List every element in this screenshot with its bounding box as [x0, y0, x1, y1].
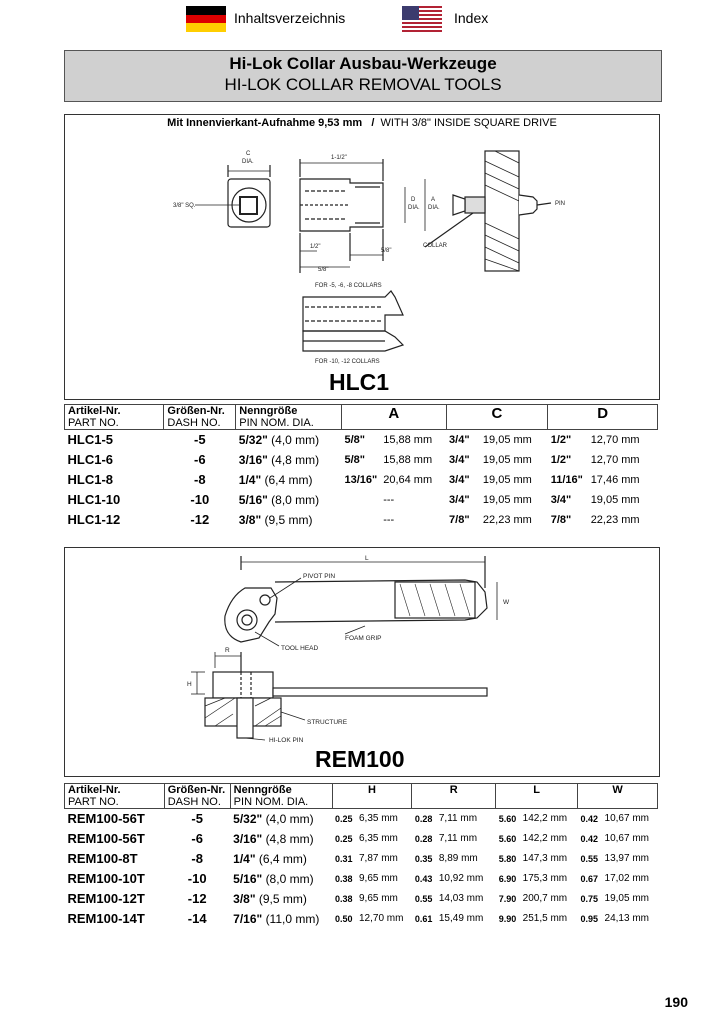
hlc1-row [65, 450, 658, 470]
label-r: R [225, 647, 230, 654]
d-mm: 12,70 mm [590, 453, 640, 466]
w-mm: 10,67 mm [604, 833, 649, 844]
rem100-row [65, 809, 658, 829]
pin-mm: (4,0 mm) [271, 432, 320, 447]
label-5-8a: 5/8" [318, 267, 329, 273]
label-note1: FOR -5, -6, -8 COLLARS [315, 283, 382, 289]
part-number: HLC1-12 [67, 512, 121, 527]
german-flag-icon[interactable] [186, 6, 226, 32]
pin-mm: (9,5 mm) [264, 512, 313, 527]
h-inch: 0.38 [335, 873, 353, 884]
a-mm: 15,88 mm [383, 433, 433, 446]
l-mm: 200,7 mm [522, 893, 568, 904]
pin-diameter [236, 470, 342, 490]
label-l: L [365, 555, 369, 562]
hlc1-row [65, 430, 658, 450]
dash-number: -10 [187, 871, 207, 886]
h-mm: 12,70 mm [358, 913, 404, 924]
h-inch: 0.25 [335, 813, 353, 824]
d-inch: 7/8" [550, 513, 572, 526]
label-pivot-pin: PIVOT PIN [303, 573, 336, 580]
a-inch [341, 510, 380, 530]
hlc1-row [65, 470, 658, 490]
h-inch: 0.31 [335, 853, 353, 864]
c-inch: 7/8" [449, 513, 470, 526]
pin-inch: 5/16" [233, 871, 263, 886]
rem100-table [64, 783, 658, 929]
l-inch: 9.90 [498, 913, 517, 924]
title-de: Hi-Lok Collar Ausbau-Werkzeuge [229, 54, 497, 73]
label-1-1-2: 1-1/2" [331, 155, 347, 161]
pin-diameter [230, 829, 332, 849]
a-inch: 13/16" [344, 473, 378, 486]
r-mm: 15,49 mm [438, 913, 484, 924]
w-inch: 0.42 [580, 833, 599, 844]
part-number: HLC1-8 [67, 472, 114, 487]
l-inch: 5.80 [498, 853, 517, 864]
pin-mm: (11,0 mm) [265, 911, 320, 926]
r-inch: 0.35 [414, 853, 433, 864]
w-mm: 19,05 mm [604, 893, 649, 904]
label-c-dia: DIA. [242, 159, 254, 165]
label-note2: FOR -10, -12 COLLARS [315, 359, 380, 365]
rem100-hd-pin: Nenngröße PIN NOM. DIA. [230, 784, 332, 809]
w-mm: 24,13 mm [604, 913, 649, 924]
hlc1-hd-d: D [548, 405, 658, 430]
h-inch: 0.50 [335, 913, 353, 924]
label-structure: STRUCTURE [307, 719, 348, 726]
dash-number: -14 [187, 911, 207, 926]
dash-number: -8 [191, 851, 203, 866]
a-mm: 20,64 mm [383, 473, 433, 486]
rem100-hd-part: Artikel-Nr. PART NO. [65, 784, 165, 809]
link-inhaltsverzeichnis[interactable]: Inhaltsverzeichnis [234, 10, 346, 26]
pin-inch: 5/32" [233, 811, 263, 826]
w-inch: 0.42 [580, 813, 599, 824]
label-h: H [187, 681, 192, 688]
pin-diameter [230, 809, 332, 829]
dash-number: -12 [187, 891, 207, 906]
dash-number: -10 [190, 492, 210, 507]
d-mm: 19,05 mm [590, 493, 640, 506]
hlc1-name: HLC1 [329, 369, 390, 395]
pin-mm: (6,4 mm) [264, 472, 313, 487]
label-foam-grip: FOAM GRIP [345, 635, 382, 642]
pin-inch: 3/8" [238, 512, 262, 527]
r-mm: 14,03 mm [438, 893, 484, 904]
r-mm: 7,11 mm [438, 813, 478, 825]
d-mm: 22,23 mm [590, 513, 640, 526]
w-mm: 13,97 mm [604, 853, 649, 864]
hlc1-drawing [65, 115, 659, 399]
rem100-header-row [65, 784, 658, 809]
c-mm: 19,05 mm [482, 473, 532, 486]
rem100-row [65, 829, 658, 849]
pin-mm: (9,5 mm) [258, 891, 307, 906]
pin-inch: 1/4" [233, 851, 256, 866]
pin-inch: 3/16" [233, 831, 263, 846]
l-mm: 142,2 mm [522, 813, 568, 825]
pin-inch: 5/16" [238, 492, 268, 507]
label-5-8b: 5/8" [381, 248, 392, 254]
pin-inch: 5/32" [238, 432, 268, 447]
l-mm: 251,5 mm [522, 913, 568, 924]
c-inch: 3/4" [449, 453, 470, 466]
rem100-figure-box [64, 547, 660, 777]
label-c: C [246, 151, 251, 157]
pin-diameter [230, 889, 332, 909]
h-mm: 6,35 mm [358, 813, 398, 825]
pin-inch: 3/8" [233, 891, 256, 906]
l-mm: 175,3 mm [522, 873, 568, 884]
l-inch: 7.90 [498, 893, 517, 904]
h-mm: 9,65 mm [358, 873, 398, 884]
pin-inch: 7/16" [233, 911, 263, 926]
rem100-row [65, 869, 658, 889]
h-inch: 0.25 [335, 833, 353, 844]
a-inch [341, 490, 380, 510]
w-inch: 0.95 [580, 913, 599, 924]
label-1-2: 1/2" [310, 244, 321, 250]
a-mm: 15,88 mm [383, 453, 433, 466]
pin-diameter [230, 909, 332, 929]
pin-mm: (8,0 mm) [265, 871, 314, 886]
c-inch: 3/4" [449, 493, 470, 506]
pin-diameter [230, 849, 332, 869]
pin-mm: (8,0 mm) [271, 492, 320, 507]
rem100-row [65, 889, 658, 909]
rem100-hd-w: W [578, 784, 658, 809]
title-en: HI-LOK COLLAR REMOVAL TOOLS [224, 75, 502, 94]
pin-inch: 1/4" [238, 472, 262, 487]
label-d: D [411, 197, 416, 203]
pin-diameter [236, 510, 342, 530]
rem100-hd-dash: Größen-Nr. DASH NO. [164, 784, 230, 809]
a-inch: 5/8" [344, 433, 365, 446]
h-mm: 9,65 mm [358, 893, 398, 904]
r-mm: 8,89 mm [438, 853, 478, 864]
part-number: REM100-8T [67, 851, 138, 866]
c-inch: 3/4" [449, 433, 470, 446]
pin-mm: (6,4 mm) [258, 851, 307, 866]
hlc1-subtitle: Mit Innenvierkant-Aufnahme 9,53 mm / WITH 3/8" INSIDE SQUARE DRIVE [167, 117, 557, 129]
a-inch: 5/8" [344, 453, 365, 466]
c-inch: 3/4" [449, 473, 470, 486]
h-mm: 7,87 mm [358, 853, 398, 864]
hlc1-row [65, 490, 658, 510]
rem100-row [65, 909, 658, 929]
l-inch: 5.60 [498, 833, 517, 844]
d-mm: 12,70 mm [590, 433, 640, 446]
dash-number: -8 [194, 472, 206, 487]
label-d-dia: DIA. [408, 205, 420, 211]
r-inch: 0.61 [414, 913, 433, 924]
d-inch: 3/4" [550, 493, 572, 506]
rem100-row [65, 849, 658, 869]
hlc1-header-row [65, 405, 658, 430]
l-mm: 142,2 mm [522, 833, 568, 844]
pin-mm: (4,8 mm) [265, 831, 314, 846]
pin-diameter [236, 490, 342, 510]
part-number: REM100-12T [67, 891, 145, 906]
r-inch: 0.55 [414, 893, 433, 904]
label-sq: 3/8" SQ. [173, 203, 196, 209]
part-number: REM100-14T [67, 911, 145, 926]
pin-mm: (4,0 mm) [265, 811, 314, 826]
label-hilok-pin: HI-LOK PIN [269, 737, 304, 744]
hlc1-hd-dash: Größen-Nr. DASH NO. [164, 405, 236, 430]
dash-number: -6 [194, 452, 206, 467]
part-number: HLC1-5 [67, 432, 114, 448]
l-inch: 6.90 [498, 873, 517, 884]
hlc1-hd-pin: Nenngröße PIN NOM. DIA. [236, 405, 342, 430]
label-tool-head: TOOL HEAD [281, 645, 319, 652]
rem100-hd-l: L [496, 784, 578, 809]
pin-mm: (4,8 mm) [271, 452, 320, 467]
pin-inch: 3/16" [238, 452, 268, 467]
dash-number: -12 [190, 512, 210, 527]
w-inch: 0.67 [580, 873, 599, 884]
part-number: HLC1-10 [67, 492, 121, 507]
hlc1-hd-a: A [341, 405, 446, 430]
pin-diameter [236, 430, 342, 450]
rem100-drawing [65, 548, 659, 776]
w-inch: 0.75 [580, 893, 599, 904]
d-inch: 11/16" [550, 473, 583, 486]
r-mm: 10,92 mm [438, 873, 484, 884]
l-inch: 5.60 [498, 813, 517, 824]
c-mm: 19,05 mm [482, 493, 532, 506]
hlc1-table [64, 404, 658, 530]
r-inch: 0.43 [414, 873, 433, 884]
rem100-hd-h: H [332, 784, 412, 809]
w-mm: 17,02 mm [604, 873, 649, 884]
d-mm: 17,46 mm [590, 473, 640, 486]
a-mm: --- [383, 513, 395, 526]
d-inch: 1/2" [550, 433, 572, 446]
c-mm: 19,05 mm [482, 453, 532, 466]
r-inch: 0.28 [414, 833, 433, 844]
rem100-name: REM100 [315, 746, 405, 772]
part-number: REM100-56T [67, 811, 145, 827]
part-number: HLC1-6 [67, 452, 114, 467]
hlc1-row [65, 510, 658, 530]
c-mm: 22,23 mm [482, 513, 532, 526]
label-w: W [503, 599, 510, 606]
rem100-hd-r: R [412, 784, 496, 809]
hlc1-hd-part: Artikel-Nr. PART NO. [65, 405, 164, 430]
pin-diameter [230, 869, 332, 889]
link-index[interactable]: Index [454, 10, 489, 26]
title-box [64, 50, 662, 102]
l-mm: 147,3 mm [522, 853, 568, 864]
us-flag-icon[interactable] [402, 6, 442, 32]
pin-diameter [236, 450, 342, 470]
r-mm: 7,11 mm [438, 833, 478, 844]
d-inch: 1/2" [550, 453, 572, 466]
label-a: A [431, 197, 436, 203]
hlc1-figure-box [64, 114, 660, 400]
label-a-dia: DIA. [428, 205, 440, 211]
h-mm: 6,35 mm [358, 833, 398, 844]
dash-number: -5 [191, 811, 203, 827]
part-number: REM100-56T [67, 831, 145, 846]
dash-number: -5 [194, 432, 206, 448]
hlc1-hd-c: C [446, 405, 548, 430]
w-mm: 10,67 mm [604, 813, 649, 825]
a-mm: --- [383, 493, 395, 506]
dash-number: -6 [191, 831, 203, 846]
label-collar: COLLAR [423, 243, 448, 249]
page-number: 190 [664, 994, 688, 1010]
r-inch: 0.28 [414, 813, 433, 824]
c-mm: 19,05 mm [482, 433, 532, 446]
w-inch: 0.55 [580, 853, 599, 864]
label-pin: PIN [555, 201, 566, 207]
part-number: REM100-10T [67, 871, 145, 886]
h-inch: 0.38 [335, 893, 353, 904]
